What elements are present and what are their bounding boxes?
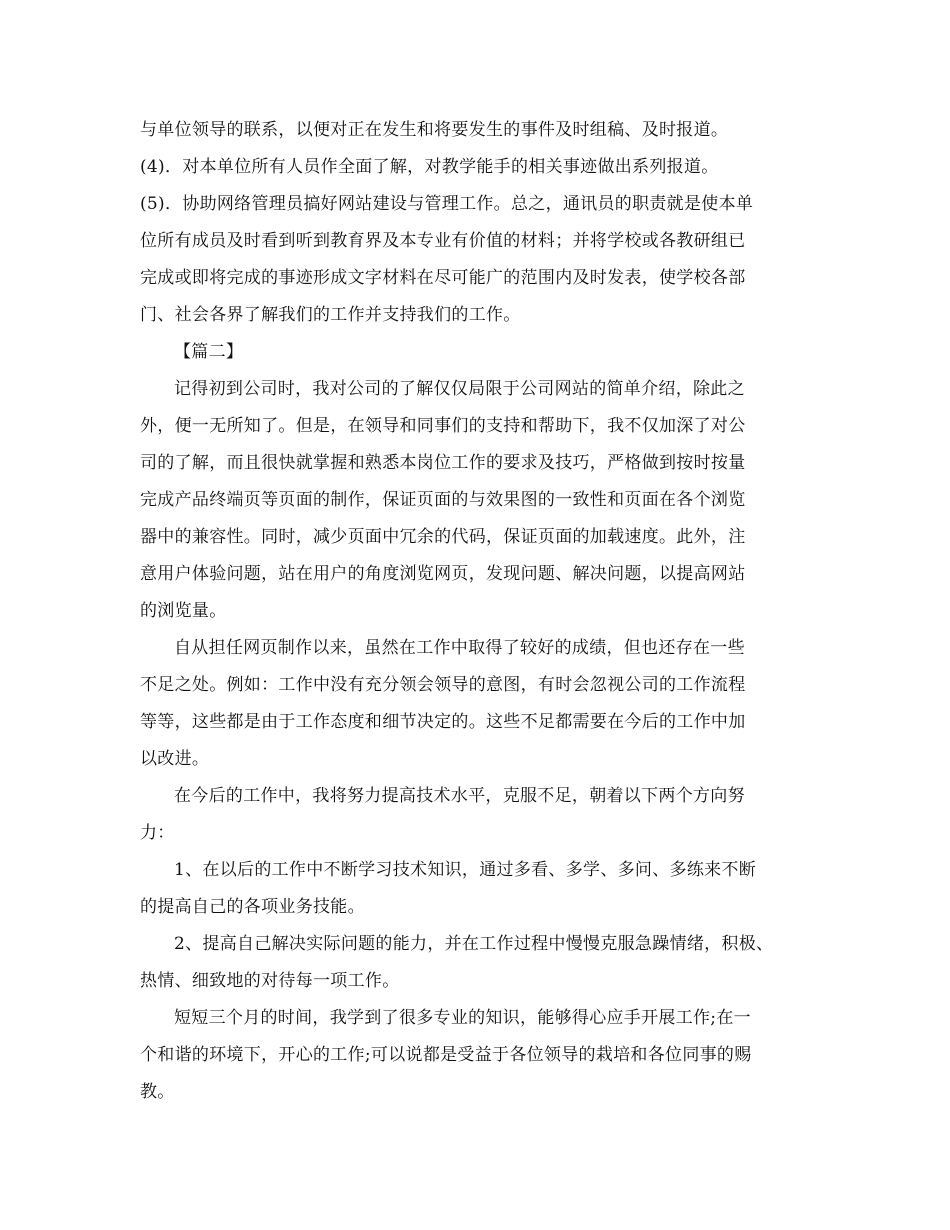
text-line: 短短三个月的时间，我学到了很多专业的知识，能够得心应手开展工作;在一 bbox=[174, 1008, 751, 1028]
text-line: 司的了解，而且很快就掌握和熟悉本岗位工作的要求及技巧，严格做到按时按量 bbox=[140, 453, 746, 473]
text-line: 等等，这些都是由于工作态度和细节决定的。这些不足都需要在今后的工作中加 bbox=[140, 712, 746, 732]
text-line: 在今后的工作中，我将努力提高技术水平，克服不足，朝着以下两个方向努 bbox=[174, 786, 745, 806]
text-line: 外，便一无所知了。但是，在领导和同事们的支持和帮助下，我不仅加深了对公 bbox=[140, 416, 746, 436]
text-line: 完成产品终端页等页面的制作，保证页面的与效果图的一致性和页面在各个浏览 bbox=[140, 490, 746, 510]
text-line: 教。 bbox=[140, 1082, 175, 1102]
text-line: 2、提高自己解决实际问题的能力，并在工作过程中慢慢克服急躁情绪，积极、 bbox=[174, 934, 774, 954]
text-line: 意用户体验问题，站在用户的角度浏览网页，发现问题、解决问题，以提高网站 bbox=[140, 564, 746, 584]
text-line: (4)．对本单位所有人员作全面了解，对教学能手的相关事迹做出系列报道。 bbox=[140, 157, 719, 177]
text-line: 位所有成员及时看到听到教育界及本专业有价值的材料；并将学校或各教研组已 bbox=[140, 231, 746, 251]
text-line: 不足之处。例如：工作中没有充分领会领导的意图，有时会忽视公司的工作流程 bbox=[140, 675, 746, 695]
text-line: 以改进。 bbox=[140, 749, 210, 769]
text-line: 1、在以后的工作中不断学习技术知识，通过多看、多学、多问、多练来不断 bbox=[174, 860, 757, 880]
text-line: 自从担任网页制作以来，虽然在工作中取得了较好的成绩，但也还存在一些 bbox=[174, 638, 745, 658]
text-line: 记得初到公司时，我对公司的了解仅仅局限于公司网站的简单介绍，除此之 bbox=[174, 379, 745, 399]
text-line: 的提高自己的各项业务技能。 bbox=[140, 897, 365, 917]
text-line: 热情、细致地的对待每一项工作。 bbox=[140, 971, 400, 991]
section-heading: 【篇二】 bbox=[174, 342, 244, 362]
text-line: 门、社会各界了解我们的工作并支持我们的工作。 bbox=[140, 305, 521, 325]
text-line: 的浏览量。 bbox=[140, 601, 227, 621]
text-line: 完成或即将完成的事迹形成文字材料在尽可能广的范围内及时发表，使学校各部 bbox=[140, 268, 746, 288]
text-line: 与单位领导的联系，以便对正在发生和将要发生的事件及时组稿、及时报道。 bbox=[140, 120, 729, 140]
text-line: 力： bbox=[140, 823, 175, 843]
text-line: 器中的兼容性。同时，减少页面中冗余的代码，保证页面的加载速度。此外，注 bbox=[140, 527, 746, 547]
text-line: (5)．协助网络管理员搞好网站建设与管理工作。总之，通讯员的职责就是使本单 bbox=[140, 194, 754, 214]
text-line: 个和谐的环境下，开心的工作;可以说都是受益于各位领导的栽培和各位同事的赐 bbox=[140, 1045, 752, 1065]
